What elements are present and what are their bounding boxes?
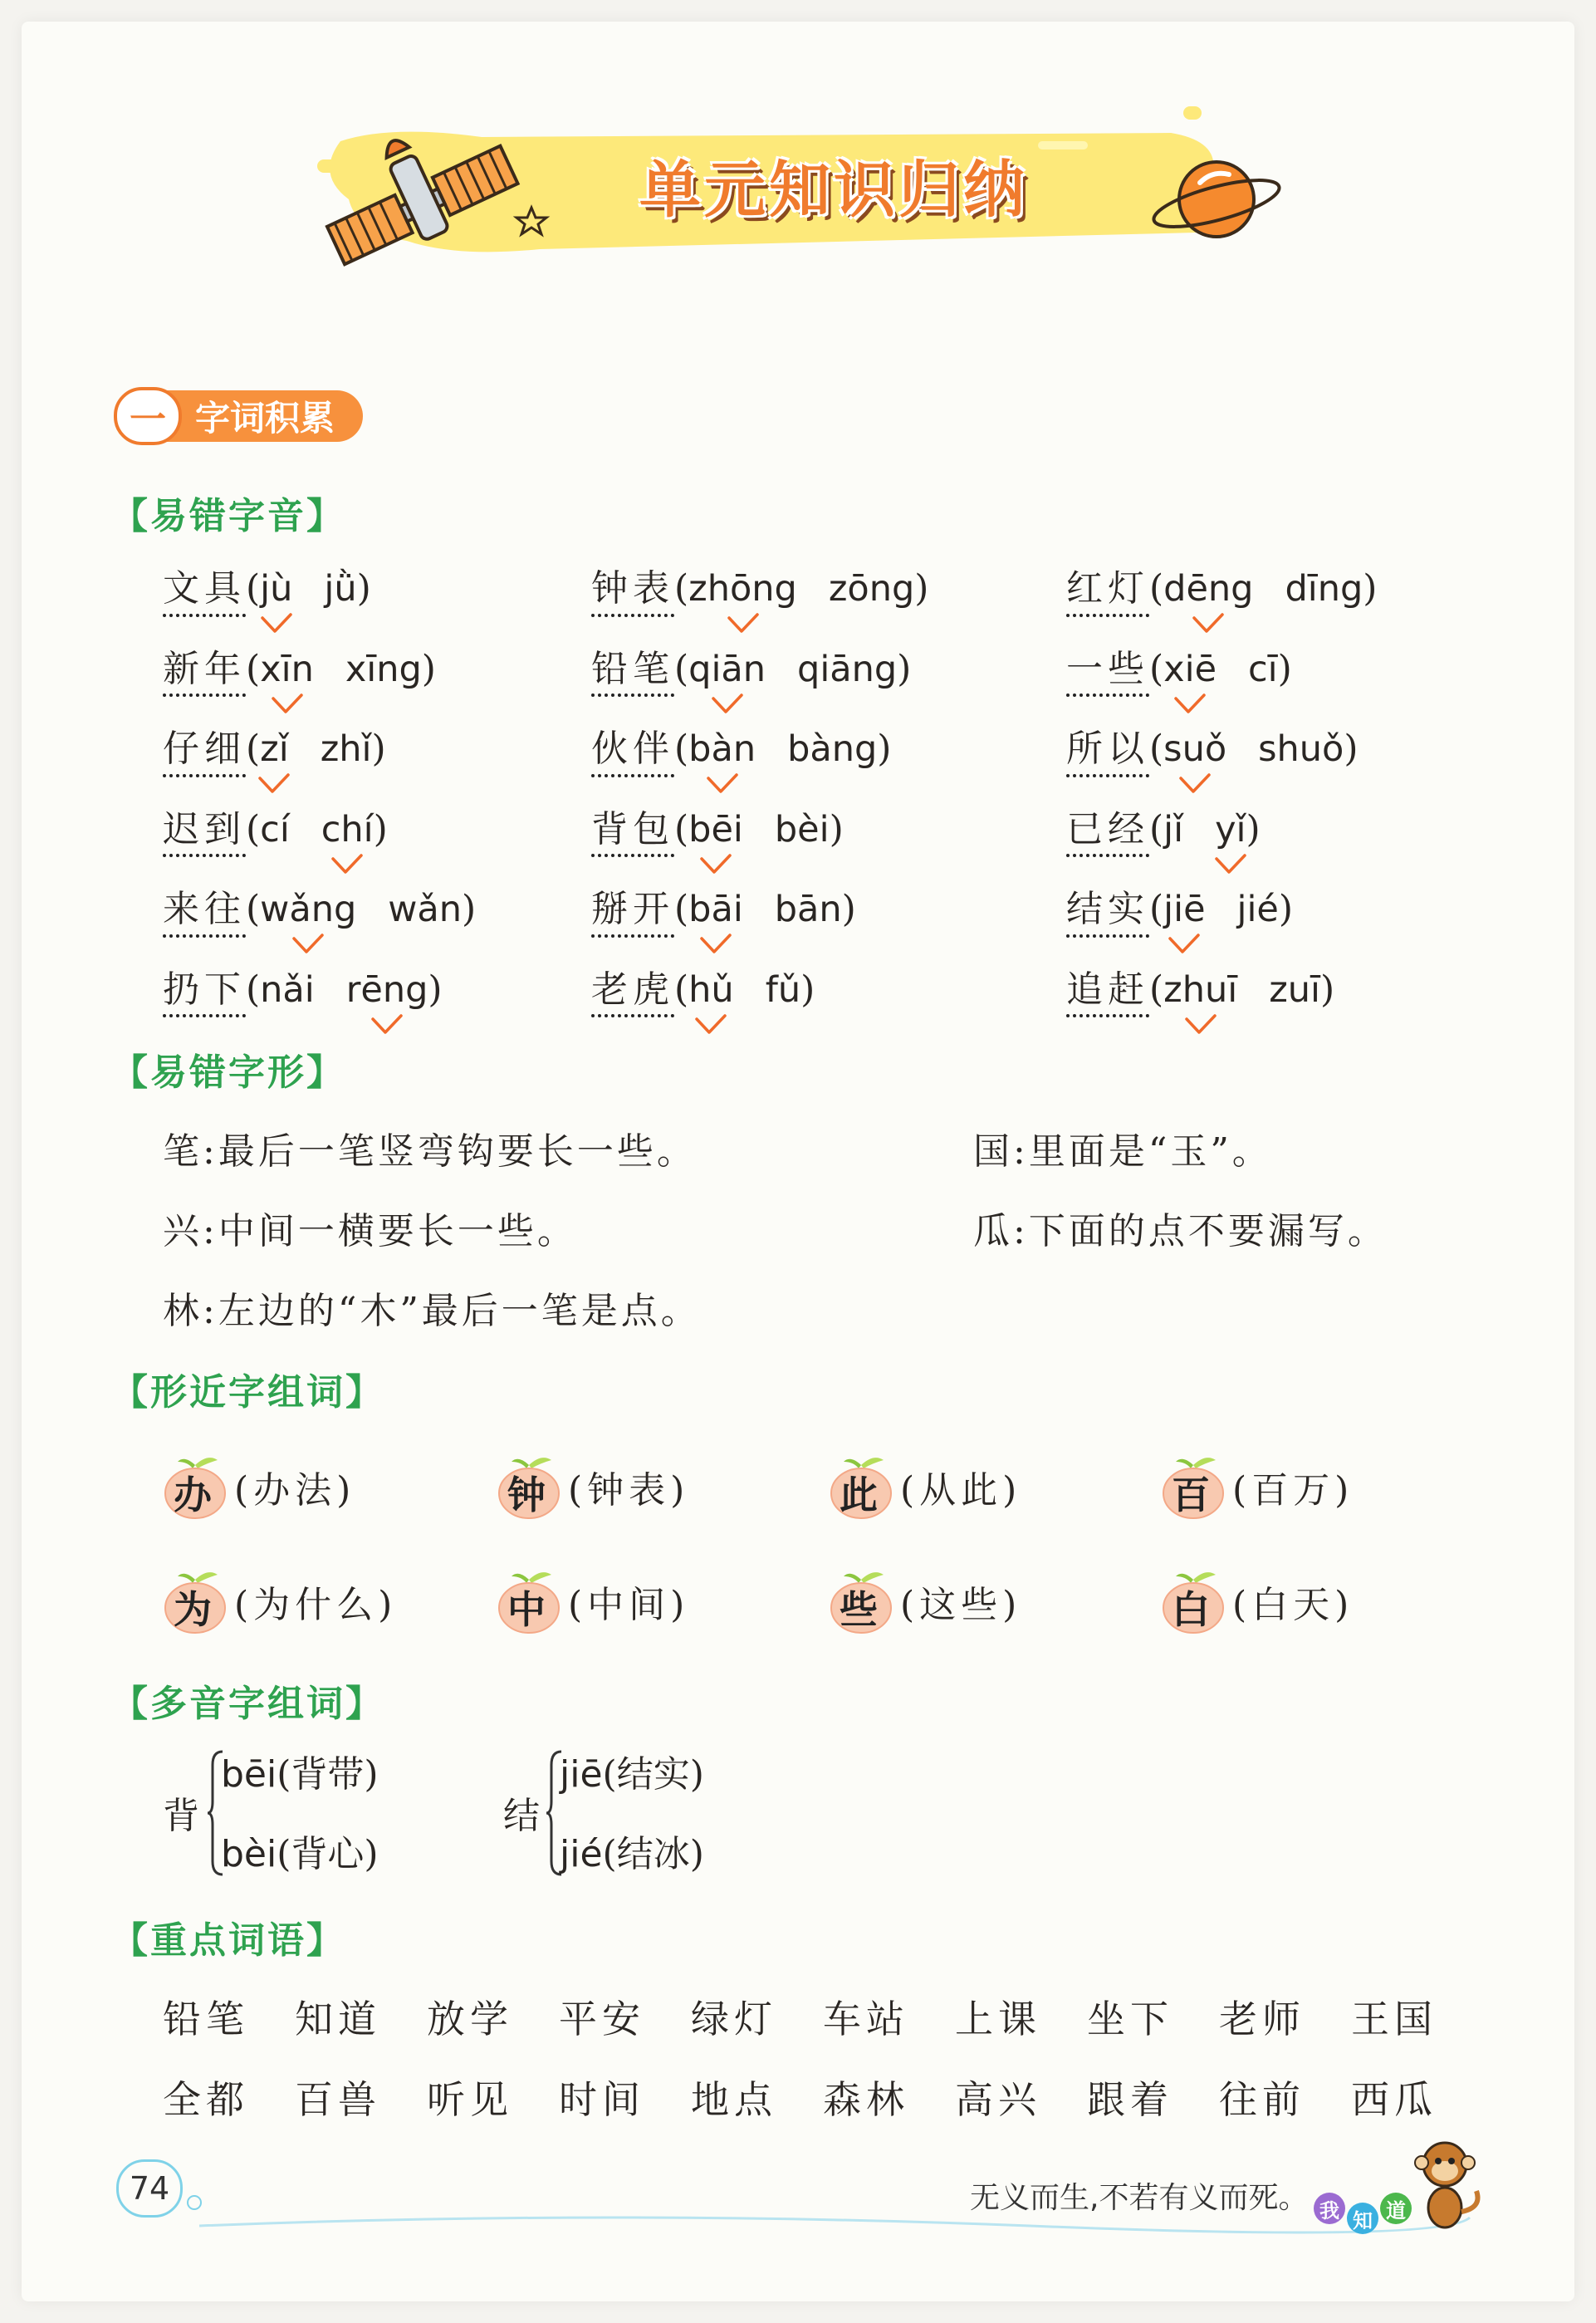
similar-char-phrase: (中间) (568, 1584, 690, 1626)
key-word: 时间 (559, 2077, 645, 2122)
pinyin-option: jiē (1163, 889, 1206, 930)
similar-char: 中 (507, 1587, 551, 1632)
pronunciation-item: 掰开 ( bāi bān ) (591, 879, 856, 932)
pronunciation-item: 铅笔 ( qiān qiāng ) (591, 639, 911, 692)
similar-char-phrase: (这些) (900, 1584, 1022, 1626)
page-number: 74 (116, 2159, 183, 2218)
pronunciation-item: 钟表 ( zhōng zōng ) (591, 558, 928, 611)
pinyin-option: jǜ (324, 568, 357, 610)
pinyin-option: zhǐ (320, 728, 372, 770)
pinyin-option: bāi (688, 889, 743, 930)
heading-similar: 【形近字组词】 (111, 1371, 384, 1414)
check-mark-icon (694, 1014, 727, 1036)
polyphone-reading: bèi(背心) (221, 1833, 379, 1875)
heading-key-words: 【重点词语】 (111, 1919, 345, 1962)
polyphone-char: 结 (503, 1795, 540, 1837)
pinyin-option: bèi (774, 808, 830, 850)
pinyin-option: jǐ (1163, 808, 1184, 850)
key-word: 高兴 (955, 2077, 1041, 2122)
shape-note: 瓜:下面的点不要漏写。 (973, 1210, 1388, 1252)
word: 铅笔 (591, 647, 674, 690)
pronunciation-item: 扔下 ( nǎi rēng ) (163, 959, 443, 1012)
pinyin-option: rēng (345, 968, 428, 1011)
check-mark-icon (1184, 1014, 1217, 1036)
check-mark-icon (370, 1014, 404, 1036)
pinyin-option: zuī (1269, 968, 1320, 1011)
pronunciation-item: 迟到 ( cí chí ) (163, 799, 388, 852)
key-word: 绿灯 (691, 1997, 777, 2041)
key-word: 往前 (1219, 2077, 1305, 2122)
similar-char-item (493, 1568, 689, 1634)
peach-icon (1158, 1453, 1229, 1520)
pinyin-option: bān (774, 889, 842, 930)
pinyin-option: suǒ (1163, 728, 1227, 770)
badge-zhi: 知 (1347, 2203, 1378, 2234)
key-word: 西瓜 (1351, 2077, 1437, 2122)
check-mark-icon (727, 613, 760, 635)
check-mark-icon (699, 854, 732, 875)
similar-char-item (825, 1568, 1021, 1634)
shape-note: 林:左边的“木”最后一笔是点。 (163, 1290, 701, 1332)
pronunciation-item: 老虎 ( hǔ fǔ ) (591, 959, 815, 1012)
check-mark-icon (260, 613, 293, 635)
similar-char-phrase: (白天) (1232, 1584, 1354, 1626)
peach-icon (1158, 1568, 1229, 1634)
pronunciation-item: 一些 ( xiē cī ) (1066, 639, 1292, 692)
word: 红灯 (1066, 567, 1149, 610)
check-mark-icon (330, 854, 364, 875)
pronunciation-item: 追赶 ( zhuī zuī ) (1066, 959, 1334, 1012)
word: 迟到 (163, 807, 246, 850)
similar-char: 为 (174, 1587, 217, 1632)
similar-char-item (493, 1453, 689, 1520)
word: 追赶 (1066, 968, 1149, 1011)
similar-char-phrase: (为什么) (234, 1584, 398, 1626)
check-mark-icon (271, 693, 304, 715)
pinyin-option: jié (1236, 889, 1279, 930)
pinyin-option: bàn (688, 728, 756, 770)
unit-banner (291, 91, 1295, 282)
pinyin-option: xiē (1163, 648, 1217, 690)
word: 背包 (591, 807, 674, 850)
peach-icon (493, 1453, 565, 1520)
section-number: 一 (114, 387, 182, 445)
word: 已经 (1066, 807, 1149, 850)
pinyin-option: cí (260, 808, 290, 850)
pinyin-option: wǎng (260, 889, 357, 930)
key-word: 地点 (691, 2077, 777, 2122)
word: 扔下 (163, 968, 246, 1011)
badge-dao: 道 (1380, 2193, 1412, 2224)
word: 所以 (1066, 728, 1149, 770)
key-word: 跟着 (1087, 2077, 1173, 2122)
similar-char-phrase: (钟表) (568, 1469, 690, 1512)
similar-char-item (825, 1453, 1021, 1520)
pinyin-option: xīn (260, 648, 314, 690)
word: 掰开 (591, 888, 674, 930)
similar-char-item (1158, 1453, 1354, 1520)
similar-char-item (159, 1568, 397, 1634)
key-word: 铅笔 (163, 1997, 249, 2041)
pinyin-option: zōng (828, 568, 915, 610)
polyphone-reading: jié(结冰) (560, 1833, 704, 1875)
similar-char-item (159, 1453, 355, 1520)
shape-note: 笔:最后一笔竖弯钩要长一些。 (163, 1130, 697, 1173)
pinyin-option: shuǒ (1258, 728, 1344, 770)
pinyin-option: zhōng (688, 568, 797, 610)
similar-char-item (1158, 1568, 1354, 1634)
similar-char: 办 (174, 1473, 217, 1517)
key-word: 平安 (559, 1997, 645, 2041)
key-word: 上课 (955, 1997, 1041, 2041)
footer-quote: 无义而生,不若有义而死。 (970, 2181, 1309, 2215)
similar-char: 此 (840, 1473, 883, 1517)
similar-char-phrase: (百万) (1232, 1469, 1354, 1512)
pinyin-option: qiān (688, 648, 766, 690)
pinyin-option: zhuī (1163, 968, 1238, 1011)
key-word: 放学 (427, 1997, 513, 2041)
banner-title: 单元知识归纳 (639, 154, 1028, 226)
check-mark-icon (1173, 693, 1207, 715)
pinyin-option: cī (1248, 648, 1278, 690)
pinyin-option: zǐ (260, 728, 289, 770)
pronunciation-item: 新年 ( xīn xīng ) (163, 639, 436, 692)
word: 伙伴 (591, 728, 674, 770)
pronunciation-item: 红灯 ( dēng dīng ) (1066, 558, 1377, 611)
check-mark-icon (706, 773, 739, 795)
pinyin-option: chí (321, 808, 374, 850)
check-mark-icon (291, 934, 325, 955)
pinyin-option: yǐ (1215, 808, 1246, 850)
peach-icon (825, 1453, 897, 1520)
polyphone-reading: bēi(背带) (221, 1753, 379, 1796)
word: 钟表 (591, 567, 674, 610)
pinyin-option: bēi (688, 808, 743, 850)
pronunciation-item: 仔细 ( zǐ zhǐ ) (163, 718, 386, 772)
polyphone-reading: jiē(结实) (560, 1753, 704, 1796)
key-word: 全都 (163, 2077, 249, 2122)
peach-icon (493, 1568, 565, 1634)
monkey-icon (1403, 2133, 1486, 2232)
key-word: 听见 (427, 2077, 513, 2122)
pronunciation-item: 背包 ( bēi bèi ) (591, 799, 844, 852)
heading-pronunciation: 【易错字音】 (111, 495, 345, 537)
key-words-row (163, 2070, 1483, 2125)
check-mark-icon (257, 773, 291, 795)
similar-char-phrase: (办法) (234, 1469, 356, 1512)
word: 结实 (1066, 888, 1149, 930)
pinyin-option: hǔ (688, 968, 734, 1011)
key-words-row (163, 1989, 1483, 2044)
similar-char: 白 (1172, 1587, 1215, 1632)
pinyin-option: xīng (345, 648, 422, 690)
check-mark-icon (1178, 773, 1212, 795)
pinyin-option: qiāng (797, 648, 898, 690)
pronunciation-item: 来往 ( wǎng wǎn ) (163, 879, 476, 932)
pronunciation-item: 所以 ( suǒ shuǒ ) (1066, 718, 1359, 772)
pinyin-option: bàng (787, 728, 878, 770)
section-label: 字词积累 (157, 390, 363, 442)
heading-polyphone: 【多音字组词】 (111, 1683, 384, 1725)
polyphone-char: 背 (163, 1795, 199, 1837)
peach-icon (159, 1568, 231, 1634)
word: 来往 (163, 888, 246, 930)
key-word: 坐下 (1087, 1997, 1173, 2041)
key-word: 车站 (823, 1997, 909, 2041)
peach-icon (159, 1453, 231, 1520)
check-mark-icon (711, 693, 744, 715)
word: 仔细 (163, 728, 246, 770)
key-word: 知道 (295, 1997, 381, 2041)
check-mark-icon (699, 934, 732, 955)
shape-note: 国:里面是“玉”。 (973, 1130, 1272, 1173)
pronunciation-item: 结实 ( jiē jié ) (1066, 879, 1293, 932)
key-word: 王国 (1351, 1997, 1437, 2041)
shape-note: 兴:中间一横要长一些。 (163, 1210, 577, 1252)
similar-char: 些 (840, 1587, 883, 1632)
key-word: 森林 (823, 2077, 909, 2122)
check-mark-icon (1192, 613, 1225, 635)
word: 文具 (163, 567, 246, 610)
pinyin-option: fǔ (765, 968, 801, 1011)
check-mark-icon (1168, 934, 1201, 955)
key-word: 老师 (1219, 1997, 1305, 2041)
word: 老虎 (591, 968, 674, 1011)
word: 新年 (163, 647, 246, 690)
badge-wo: 我 (1314, 2193, 1345, 2224)
pinyin-option: nǎi (260, 968, 315, 1011)
check-mark-icon (1214, 854, 1247, 875)
pronunciation-item: 已经 ( jǐ yǐ ) (1066, 799, 1261, 852)
similar-char: 百 (1172, 1473, 1215, 1517)
peach-icon (825, 1568, 897, 1634)
pinyin-option: jù (260, 568, 293, 610)
key-word: 百兽 (295, 2077, 381, 2122)
pinyin-option: wǎn (388, 889, 463, 930)
pronunciation-item: 伙伴 ( bàn bàng ) (591, 718, 891, 772)
similar-char-phrase: (从此) (900, 1469, 1022, 1512)
heading-shape: 【易错字形】 (111, 1051, 345, 1094)
similar-char: 钟 (507, 1473, 551, 1517)
word: 一些 (1066, 647, 1149, 690)
pronunciation-item: 文具 ( jù jǜ ) (163, 558, 371, 611)
pinyin-option: dīng (1285, 568, 1363, 610)
pinyin-option: dēng (1163, 568, 1254, 610)
section-header (114, 387, 363, 445)
